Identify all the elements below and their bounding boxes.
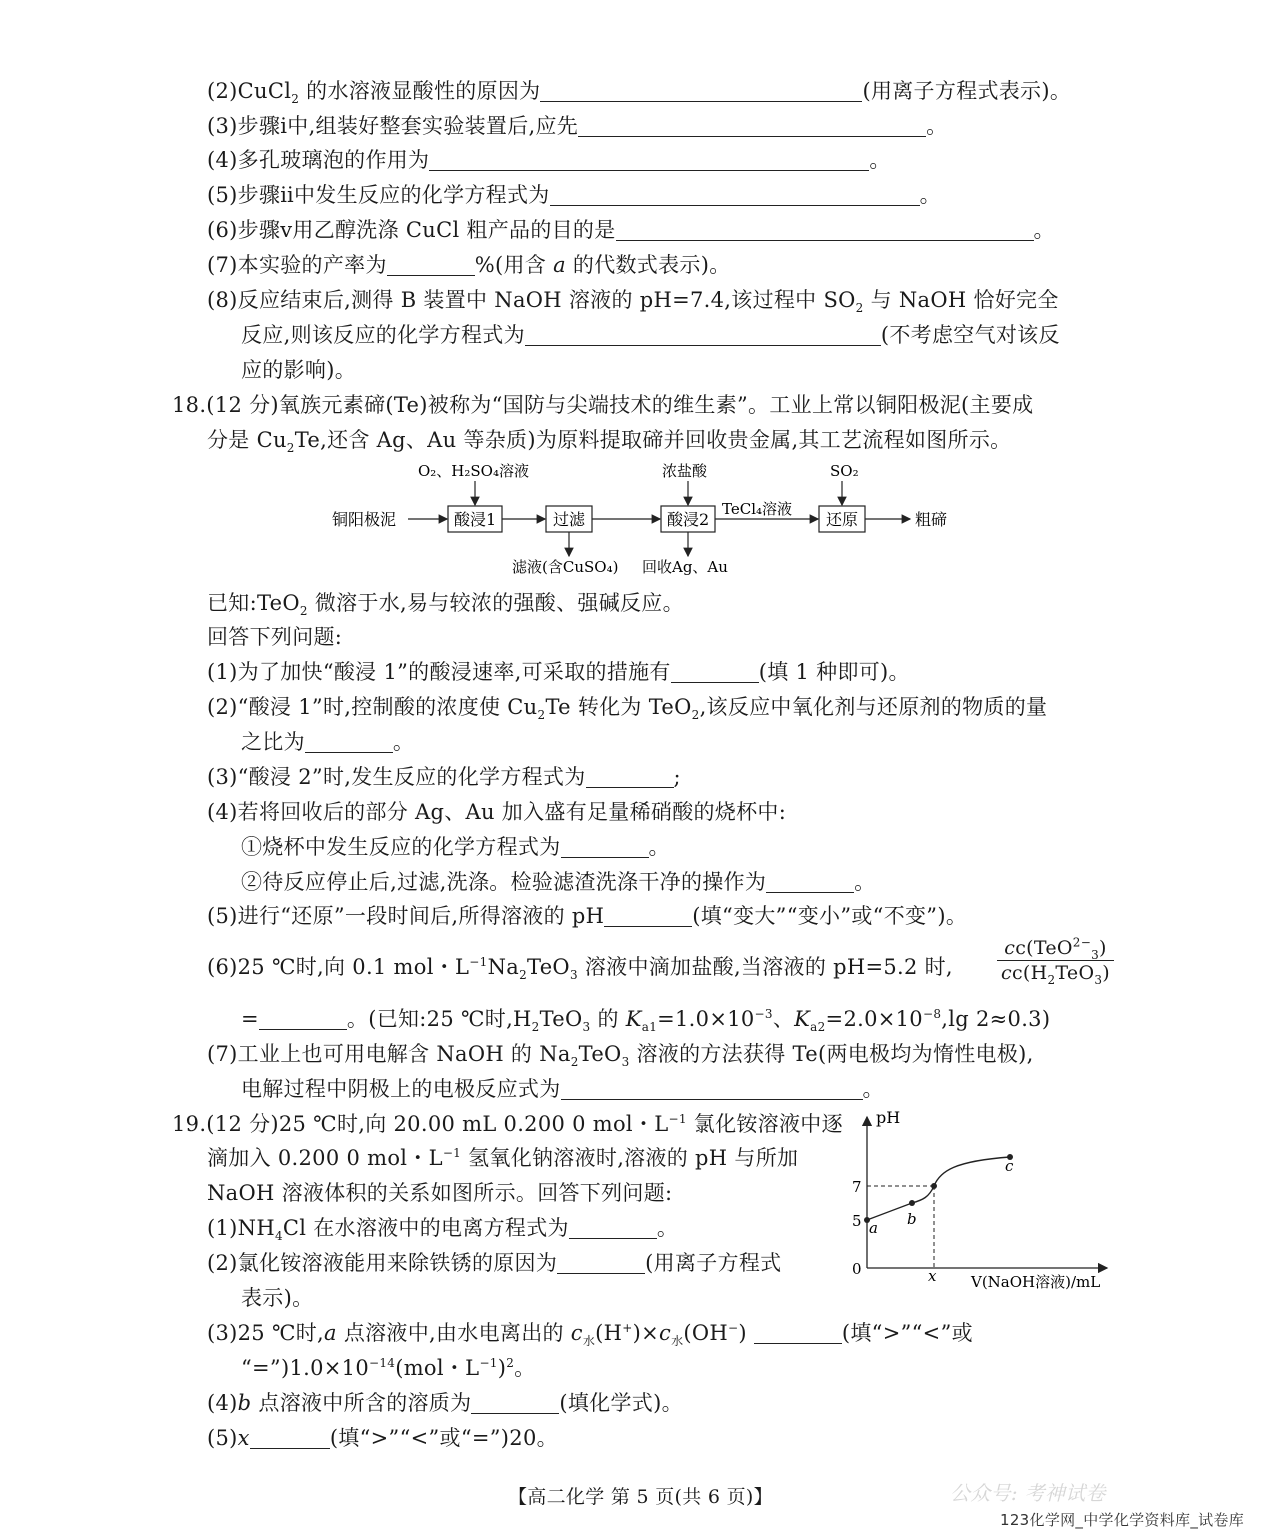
q18-part4-sub2: ②待反应停止后,过滤,洗涤。检验滤渣洗涤干净的操作为 。 <box>241 870 876 894</box>
answer-blank[interactable] <box>569 1216 657 1239</box>
q19-part5: (5)x (填“>”“<”或“=”)20。 <box>207 1426 558 1450</box>
q18-part2-line1: (2)“酸浸 1”时,控制酸的浓度使 $Cu_2Te$ 转化为 TeO$_2$,该反应中氧化剂与还原剂的物质的量 <box>207 695 1048 723</box>
q18-ratio-fraction: $\frac{cc(TeO^{2-}_3)}{cc(H_2TeO_3)}$ <box>995 936 1116 985</box>
q19-stem-line3: NaOH 溶液体积的关系如图所示。回答下列问题: <box>207 1181 673 1205</box>
graph-origin: 0 <box>852 1260 862 1278</box>
q17-part4: (4)多孔玻璃泡的作用为 。 <box>207 148 891 172</box>
q17-part7: (7)本实验的产率为 %(用含 a 的代数式表示)。 <box>207 253 731 277</box>
flow-mid-label: TeCl₄溶液 <box>722 500 793 518</box>
point-b-label: b <box>907 1210 917 1228</box>
graph-y-label: pH <box>876 1108 901 1127</box>
ph-titration-graph <box>845 1105 1120 1290</box>
page-footer: 【高二化学 第 5 页(共 6 页)】 <box>508 1486 773 1508</box>
answer-blank[interactable] <box>578 114 926 137</box>
answer-blank[interactable] <box>604 904 692 927</box>
q19-part2-line1: (2)氯化铵溶液能用来除铁锈的原因为 (用离子方程式 <box>207 1251 782 1275</box>
q18-stem-line2: 分是 $Cu_2Te$,还含 Ag、Au 等杂质)为原料提取碲并回收贵金属,其工艺流程如图所示。 <box>207 428 1012 456</box>
answer-blank[interactable] <box>259 1007 347 1030</box>
answer-blank[interactable] <box>561 1077 863 1100</box>
answer-blank[interactable] <box>471 1391 559 1414</box>
watermark-site: 123化学网_中学化学资料库_试卷库 <box>1000 1511 1245 1529</box>
answer-blank[interactable] <box>540 79 862 102</box>
svg-text:还原: 还原 <box>826 510 859 529</box>
q17-part8-line2: 反应,则该反应的化学方程式为 (不考虑空气对该反 <box>241 323 1060 347</box>
q19-stem-line1: 19.(12 分)25 ℃时,向 20.00 mL 0.200 0 mol・$L^{-1}$ 氯化铵溶液中逐 <box>172 1112 843 1136</box>
q18-part4-sub1: ①烧杯中发生反应的化学方程式为 。 <box>241 835 670 859</box>
svg-text:过滤: 过滤 <box>553 510 586 529</box>
q19-part3-line2: “$=”)1.0\times 10^{-14}(mol$・$L^{-1})^2$。 <box>241 1356 536 1380</box>
answer-blank[interactable] <box>305 730 393 753</box>
flow-input-1: O₂、H₂SO₄溶液 <box>418 462 529 480</box>
process-flow-diagram <box>320 455 960 585</box>
graph-x-label: V(NaOH溶液)/mL <box>971 1273 1101 1290</box>
answer-blank[interactable] <box>671 660 759 683</box>
watermark-account: 公众号: 考神试卷 <box>950 1481 1106 1505</box>
answer-blank[interactable] <box>250 1426 330 1449</box>
answer-blank[interactable] <box>429 148 869 171</box>
answer-blank[interactable] <box>550 183 920 206</box>
flow-input-4: SO₂ <box>830 462 859 480</box>
q18-part2-line2: 之比为 。 <box>241 730 415 754</box>
answer-blank[interactable] <box>561 835 649 858</box>
q17-part8-line3: 应的影响)。 <box>241 358 356 382</box>
point-a-label: a <box>869 1219 878 1237</box>
answer-blank[interactable] <box>557 1251 645 1274</box>
answer-blank[interactable] <box>754 1321 842 1344</box>
q17-part8-line1: (8)反应结束后,测得 B 装置中 NaOH 溶液的 pH=7.4,该过程中 $SO_2$ 与 NaOH 恰好完全 <box>207 288 1059 316</box>
svg-text:酸浸1: 酸浸1 <box>454 510 497 529</box>
q18-part3: (3)“酸浸 2”时,发生反应的化学方程式为 ; <box>207 765 681 789</box>
q18-stem-line1: 18.(12 分)氧族元素碲(Te)被称为“国防与尖端技术的维生素”。工业上常以铜阳极泥(主要成 <box>172 393 1034 417</box>
q18-part5: (5)进行“还原”一段时间后,所得溶液的 pH (填“变大”“变小”或“不变”)。 <box>207 904 968 928</box>
q19-part4: (4)b 点溶液中所含的溶质为 (填化学式)。 <box>207 1391 683 1415</box>
q17-part3: (3)步骤ⅰ中,组装好整套实验装置后,应先 。 <box>207 114 948 138</box>
flow-start-label: 铜阳极泥 <box>332 510 397 529</box>
point-b <box>909 1200 915 1206</box>
answer-blank[interactable] <box>586 765 674 788</box>
q19-part1: $(1)NH_4Cl$ 在水溶液中的电离方程式为 。 <box>207 1216 679 1244</box>
q18-answer-prompt: 回答下列问题: <box>207 625 343 649</box>
flow-end-label: 粗碲 <box>915 510 948 529</box>
q19-part2-line2: 表示)。 <box>241 1286 314 1310</box>
answer-blank[interactable] <box>766 870 854 893</box>
q18-part7-line1: (7)工业上也可用电解含 NaOH 的 $Na_2TeO_3$ 溶液的方法获得 Te(两电极均为惰性电极), <box>207 1042 1034 1070</box>
point-c-label: c <box>1005 1157 1014 1175</box>
answer-blank[interactable] <box>616 218 1034 241</box>
q17-part6: (6)步骤ⅴ用乙醇洗涤 CuCl 粗产品的目的是 。 <box>207 218 1055 242</box>
q19-part3-line1: (3)25 ℃时,a 点溶液中,由水电离出的 $c_水(H^+)\times c_水(OH^-)$ (填“>”“<”或 <box>207 1321 973 1349</box>
graph-x-mark: x <box>928 1267 937 1285</box>
answer-blank[interactable] <box>387 253 475 276</box>
q18-part6-line1: (6)25 ℃时,向 0.1 mol・$L^{-1}Na_2TeO_3$ 溶液中滴加盐酸,当溶液的 pH=5.2 时, <box>207 955 953 983</box>
graph-tick-5: 5 <box>852 1212 862 1230</box>
answer-blank[interactable] <box>525 323 881 346</box>
ph-curve <box>867 1157 1010 1220</box>
graph-tick-7: 7 <box>852 1178 862 1196</box>
q18-known: 已知:TeO$_2$ 微溶于水,易与较浓的强酸、强碱反应。 <box>207 591 684 619</box>
q18-part7-line2: 电解过程中阴极上的电极反应式为 。 <box>241 1077 884 1101</box>
q17-part5: (5)步骤ⅱ中发生反应的化学方程式为 。 <box>207 183 941 207</box>
q18-part1: (1)为了加快“酸浸 1”的酸浸速率,可采取的措施有 (填 1 种即可)。 <box>207 660 910 684</box>
flow-output-recover: 回收Ag、Au <box>642 558 728 576</box>
q18-part4: (4)若将回收后的部分 Ag、Au 加入盛有足量稀硝酸的烧杯中: <box>207 800 787 824</box>
q17-part2: (2)CuCl$_2$ 的水溶液显酸性的原因为 (用离子方程式表示)。 <box>207 79 1072 107</box>
point-x <box>931 1183 937 1189</box>
svg-text:酸浸2: 酸浸2 <box>667 510 710 529</box>
flow-input-3: 浓盐酸 <box>662 462 708 480</box>
q19-stem-line2: 滴加入 0.200 0 mol・$L^{-1}$ 氢氧化钠溶液时,溶液的 pH 与所加 <box>207 1146 799 1170</box>
q18-part6-line2: = 。(已知:25 ℃时$,H_2TeO_3$ 的 $K_{a1}=1.0\times 10^{-3}$、$K_{a2}=2.0\times 10^{-8},\lg$ 2≈0.3) <box>241 1007 1051 1035</box>
flow-output-filtrate: 滤液(含CuSO₄) <box>512 558 619 576</box>
